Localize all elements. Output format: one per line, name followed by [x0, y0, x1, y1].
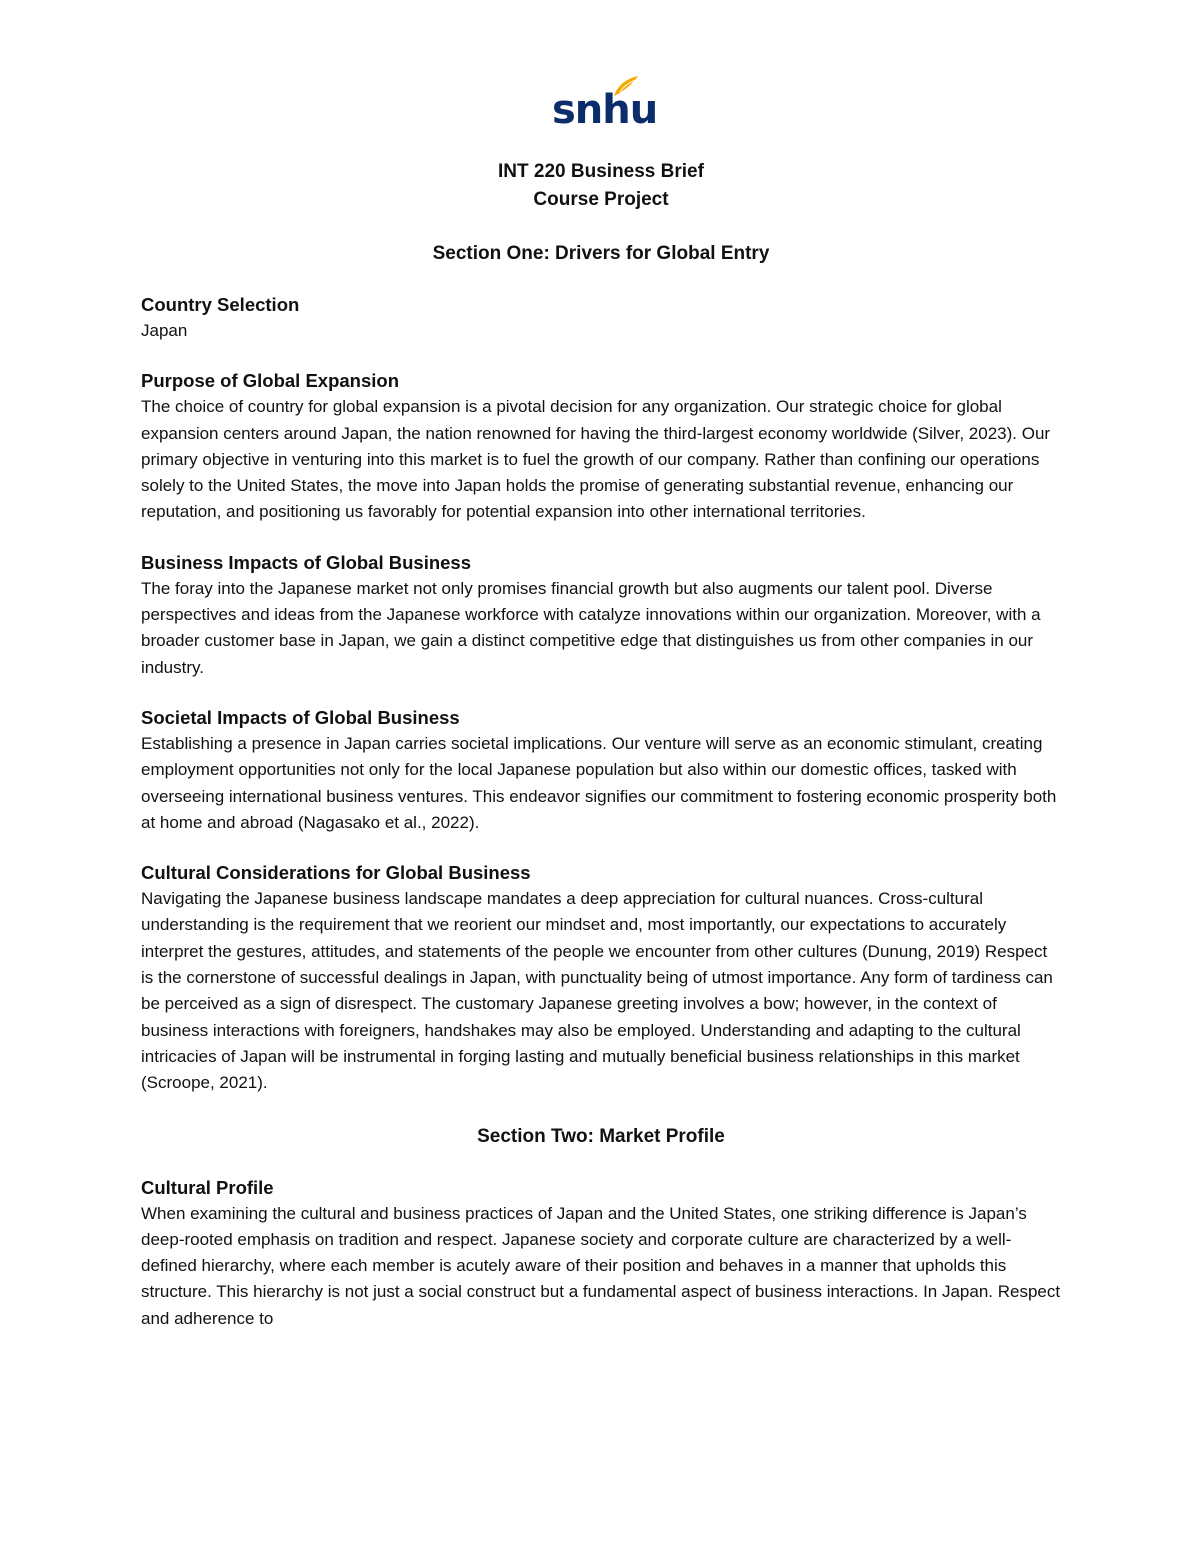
- cultural-considerations-heading: Cultural Considerations for Global Business: [141, 862, 531, 884]
- purpose-heading: Purpose of Global Expansion: [141, 370, 400, 392]
- societal-impacts-heading: Societal Impacts of Global Business: [141, 706, 460, 728]
- cultural-considerations-paragraph: Navigating the Japanese business landscape mandates a deep appreciation for cultural nuances. Cross-cultural understanding is the requirement that we reorient our mindset and, most importantly, our expectations to accurately interpret the gestures, attitudes, and statements of the people we encounter from other cultures (Dunung, 2019) Respect is the cornerstone of successful dealings in Japan, with punctuality being of utmost importance. Any form of tardiness can be perceived as a sign of disrespect. The customary Japanese greeting involves a bow; however, in the context of business interactions with foreigners, handshakes may also be employed. Understanding and adapting to the cultural intricacies of Japan will be instrumental in forging lasting and mutually beneficial business relationships in this market (Scroope, 2021).: [141, 889, 1053, 1093]
- cultural-profile-heading: Cultural Profile: [141, 1176, 274, 1198]
- cultural-profile-paragraph: When examining the cultural and business practices of Japan and the United States, one striking difference is Japan’s deep-rooted emphasis on tradition and respect. Japanese society and corporate culture are characterized by a well-defined hierarchy, where each member is acutely aware of their position and behaves in a manner that upholds this structure. This hierarchy is not just a social construct but a fundamental aspect of business interactions. In Japan. Respect and adherence to: [141, 1203, 1061, 1328]
- section-one-title: Section One: Drivers for Global Entry: [432, 243, 770, 264]
- snhu-logo: [552, 72, 658, 136]
- country-selection-heading: Country Selection: [141, 294, 300, 315]
- purpose-paragraph: The choice of country for global expansion is a pivotal decision for any organization. Our strategic choice for global expansion centers around Japan, the nation renowned for having the third-largest economy worldwide (Silver, 2023). Our primary objective in venturing into this market is to fuel the growth of our company. Rather than confining our operations solely to the United States, the move into Japan holds the promise of generating substantial revenue, enhancing our reputation, and positioning us favorably for potential expansion into other international territories.: [141, 397, 1051, 522]
- business-impacts-heading: Business Impacts of Global Business: [141, 551, 472, 573]
- section-two-title: Section Two: Market Profile: [477, 1125, 725, 1147]
- societal-impacts-block: [141, 705, 1061, 836]
- business-impacts-paragraph: The foray into the Japanese market not only promises financial growth but also augments our talent pool. Diverse perspectives and ideas from the Japanese workforce with catalyze innovations within our organization. Moreover, with a broader customer base in Japan, we gain a distinct competitive edge that distinguishes us from other companies in our industry.: [141, 578, 1041, 677]
- document-title: INT 220 Business Brief: [498, 161, 704, 182]
- purpose-block: [141, 368, 1061, 525]
- cultural-considerations-block: [141, 860, 1061, 1096]
- business-impacts-block: [141, 550, 1061, 681]
- logo-wordmark: snhu: [552, 87, 658, 133]
- document-subtitle: Course Project: [533, 189, 669, 210]
- cultural-profile-block: [141, 1175, 1061, 1332]
- country-selection-text: Japan: [141, 321, 188, 340]
- societal-impacts-paragraph: Establishing a presence in Japan carries societal implications. Our venture will serve as an economic stimulant, creating employment opportunities not only for the local Japanese population but also within our domestic offices, tasked with overseeing international business ventures. This endeavor signifies our commitment to fostering economic prosperity both at home and abroad (Nagasako et al., 2022).: [141, 733, 1057, 832]
- document-title-block: [141, 158, 1061, 214]
- document-body: [141, 158, 1061, 1332]
- country-selection-block: [141, 292, 1061, 344]
